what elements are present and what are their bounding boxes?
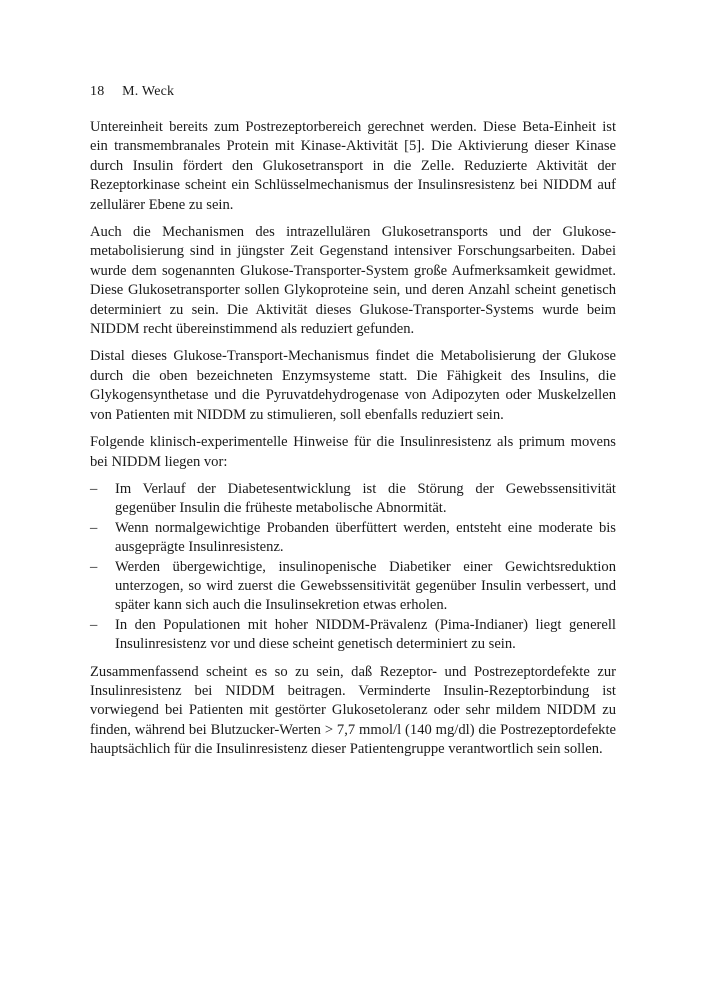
paragraph-receptor-kinase: Untereinheit bereits zum Postrezeptorbereich gerechnet werden. Diese Beta-Einheit ist ein transmembranales Protein mit Kinase-Aktivität [5]. Die Aktivierung dieser Kinase durch Insulin fördert den Glukosetransport in die Zelle. Reduzierte Aktivität der Rezeptorkinase scheint ein Schlüsselmechanismus der Insulinsresistenz bei NIDDM auf zellulärer Ebene zu sein.	[90, 119, 616, 213]
dash-marker: –	[90, 616, 98, 633]
body-text	[90, 118, 616, 768]
list-item-text: In den Populationen mit hoher NIDDM-Prävalenz (Pima-Indianer) liegt generell Insulinresistenz vor und diese scheint genetisch determiniert zu sein.	[115, 616, 616, 653]
list-item-text: Werden übergewichtige, insulinopenische Diabetiker einer Gewichtsreduktion unterzogen, so wird zuerst die Gewebssensitivität gegenüber Insulin verbessert, und später kann sich auch die Insulinsekretion etwas erholen.	[115, 558, 616, 614]
running-head	[90, 84, 174, 100]
list-item	[90, 558, 616, 616]
dash-marker: –	[90, 480, 98, 497]
list-item	[90, 480, 616, 519]
list-item	[90, 519, 616, 558]
page-number: 18	[90, 84, 105, 99]
paragraph-glucose-transport: Auch die Mechanismen des intrazellulären Glukosetransports und der Glukosemetabolisierung sind in jüngster Zeit Gegenstand intensiver Forschungsarbeiten. Dabei wurde dem sogenannten Glukose-Transporter-System große Aufmerksamkeit gewidmet. Diese Glukosetransporter sollen Glykoproteine sein, und deren Anzahl scheint genetisch determiniert zu sein. Die Aktivität dieses Glukose-Transporter-Systems wurde beim NIDDM recht übereinstimmend als reduziert gefunden.	[90, 224, 616, 338]
list-item-text: Im Verlauf der Diabetesentwicklung ist die Störung der Gewebssensitivität gegenüber Insulin die früheste metabolische Abnormität.	[115, 480, 616, 517]
author-name: M. Weck	[122, 84, 175, 99]
dash-marker: –	[90, 558, 98, 575]
evidence-list	[90, 480, 616, 655]
paragraph-evidence-intro: Folgende klinisch-experimentelle Hinweise für die Insulinresistenz als primum movens bei NIDDM liegen vor:	[90, 434, 616, 470]
list-item-text: Wenn normalgewichtige Probanden überfüttert werden, entsteht eine moderate bis ausgeprägte Insulinresistenz.	[115, 519, 616, 556]
list-item	[90, 616, 616, 655]
dash-marker: –	[90, 519, 98, 536]
paragraph-glucose-metabolism: Distal dieses Glukose-Transport-Mechanismus findet die Metabolisierung der Glukose durch die oben bezeichneten Enzymsysteme statt. Die Fähigkeit des Insulins, die Glykogensynthetase und die Pyruvatdehydrogenase von Adipozyten oder Muskelzellen von Patienten mit NIDDM zu stimulieren, soll ebenfalls reduziert sein.	[90, 348, 616, 423]
paragraph-summary: Zusammenfassend scheint es so zu sein, daß Rezeptor- und Postrezeptordefekte zur Insulinresistenz bei NIDDM beitragen. Verminderte Insulin-Rezeptorbindung ist vorwiegend bei Patienten mit gestörter Glukosetoleranz oder sehr mildem NIDDM zu finden, während bei Blutzucker-Werten > 7,7 mmol/l (140 mg/dl) die Postrezeptordefekte hauptsächlich für die Insulinresistenz dieser Patientengruppe verantwortlich sein sollen.	[90, 663, 616, 758]
